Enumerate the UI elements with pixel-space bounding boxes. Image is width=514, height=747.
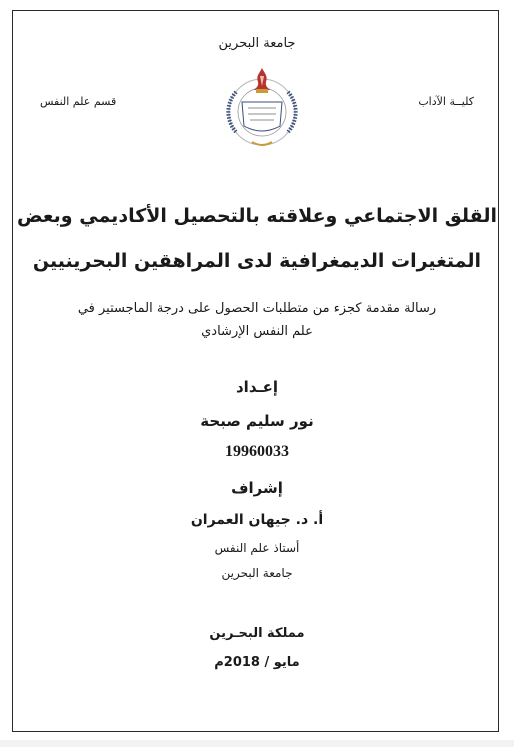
thesis-title-line1: القلق الاجتماعي وعلاقته بالتحصيل الأكاديمي وبعض bbox=[17, 205, 497, 227]
supervisor-title: أستاذ علم النفس bbox=[214, 541, 300, 555]
supervisor-university: جامعة البحرين bbox=[221, 566, 293, 580]
university-name: جامعة البحرين bbox=[218, 36, 296, 51]
department-name: قسم علم النفس bbox=[40, 95, 117, 108]
thesis-title-line2: المتغيرات الديمغرافية لدى المراهقين البحرينيين bbox=[32, 250, 482, 272]
supervision-label: إشراف bbox=[231, 479, 283, 497]
submission-date: مايو / 2018م bbox=[214, 655, 300, 670]
faculty-name: كليــة الآداب bbox=[418, 95, 474, 108]
thesis-subtitle-line1: رسالة مقدمة كجزء من متطلبات الحصول على درجة الماجستير في bbox=[77, 301, 437, 316]
university-seal-icon bbox=[226, 62, 298, 150]
author-name: نور سليم صبحة bbox=[200, 412, 314, 430]
thesis-subtitle-line2: علم النفس الإرشادي bbox=[201, 324, 313, 339]
kingdom-name: مملكة البحـرين bbox=[209, 626, 305, 641]
preparation-label: إعـداد bbox=[235, 378, 279, 396]
supervisor-name: أ. د. جيهان العمران bbox=[190, 512, 324, 528]
student-id: 19960033 bbox=[225, 443, 289, 460]
scan-edge bbox=[0, 740, 514, 747]
